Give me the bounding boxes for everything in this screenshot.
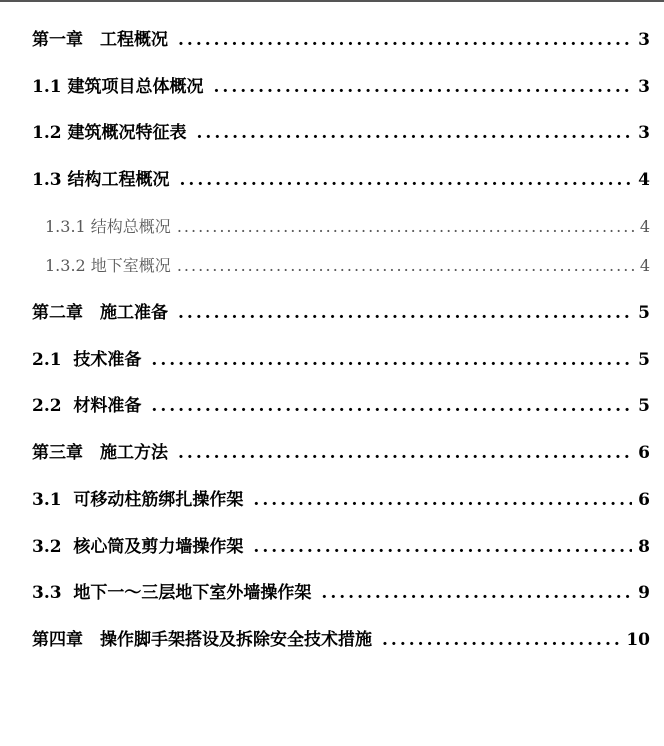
dot-leader	[382, 632, 620, 649]
dot-leader	[253, 492, 632, 509]
toc-entry-page: 5	[638, 350, 650, 370]
toc-entry-chapter-2[interactable]	[32, 305, 650, 322]
toc-entry-page: 4	[638, 170, 650, 190]
toc-entry-page: 3	[638, 30, 650, 50]
toc-entry-page: 5	[638, 396, 650, 416]
toc-entry-page: 10	[626, 630, 650, 650]
toc-entry-page: 9	[638, 583, 650, 603]
dot-leader	[178, 32, 632, 49]
toc-entry-title: 2.2 材料准备	[32, 396, 142, 416]
dot-leader	[177, 219, 638, 235]
toc-entry-page: 6	[638, 443, 650, 463]
toc-entry-chapter-4[interactable]	[32, 632, 650, 649]
toc-entry-2-2[interactable]	[32, 398, 650, 415]
toc-entry-title: 3.3 地下一～三层地下室外墙操作架	[32, 583, 312, 603]
dot-leader	[151, 352, 632, 369]
toc-entry-page: 4	[639, 217, 650, 236]
toc-entry-title: 1.3 结构工程概况	[32, 170, 170, 190]
toc-entry-page: 6	[638, 490, 650, 510]
dot-leader	[151, 398, 632, 415]
toc-entry-chapter-3[interactable]	[32, 445, 650, 462]
toc-entry-3-1[interactable]	[32, 492, 650, 509]
toc-entry-1-3-2[interactable]	[45, 258, 650, 274]
toc-entry-1-1[interactable]	[32, 79, 650, 96]
toc-entry-1-3-1[interactable]	[45, 219, 650, 235]
toc-entry-title: 1.1 建筑项目总体概况	[32, 77, 204, 97]
toc-entry-page: 3	[638, 77, 650, 97]
toc-entry-chapter-1[interactable]	[32, 32, 650, 49]
top-rule	[0, 0, 664, 2]
toc-entry-title: 第三章 施工方法	[32, 443, 168, 463]
dot-leader	[178, 305, 632, 322]
toc-entry-title: 2.1 技术准备	[32, 350, 142, 370]
toc-entry-title: 1.3.2 地下室概况	[45, 256, 171, 275]
dot-leader	[321, 585, 632, 602]
toc-entry-3-2[interactable]	[32, 539, 650, 556]
toc-entry-page: 4	[639, 256, 650, 275]
toc-entry-title: 1.2 建筑概况特征表	[32, 123, 187, 143]
toc-entry-title: 第四章 操作脚手架搭设及拆除安全技术措施	[32, 630, 372, 650]
toc-entry-title: 3.2 核心筒及剪力墙操作架	[32, 537, 244, 557]
toc-entry-title: 第一章 工程概况	[32, 30, 168, 50]
toc-entry-1-3[interactable]	[32, 172, 650, 189]
toc-entry-page: 8	[638, 537, 650, 557]
toc-entry-page: 3	[638, 123, 650, 143]
toc-entry-1-2[interactable]	[32, 125, 650, 142]
dot-leader	[177, 258, 638, 274]
toc-entry-3-3[interactable]	[32, 585, 650, 602]
dot-leader	[214, 79, 633, 96]
dot-leader	[253, 539, 632, 556]
toc-entry-page: 5	[638, 303, 650, 323]
dot-leader	[180, 172, 633, 189]
dot-leader	[197, 125, 633, 142]
toc-entry-title: 第二章 施工准备	[32, 303, 168, 323]
toc-entry-title: 3.1 可移动柱筋绑扎操作架	[32, 490, 244, 510]
dot-leader	[178, 445, 632, 462]
toc-entry-2-1[interactable]	[32, 352, 650, 369]
toc-entry-title: 1.3.1 结构总概况	[45, 217, 171, 236]
